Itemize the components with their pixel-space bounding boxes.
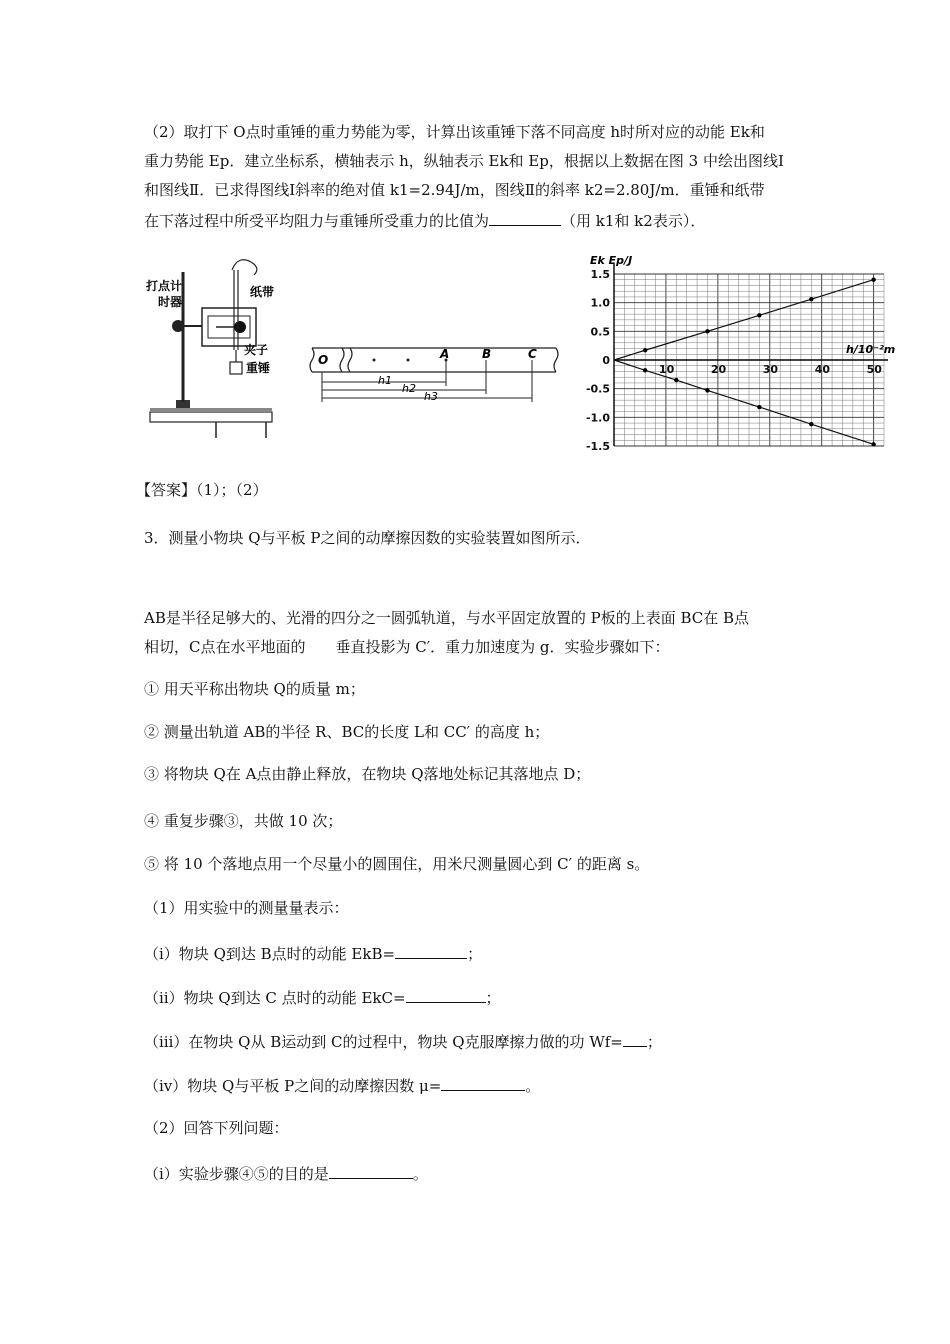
- stand-base-top: [150, 408, 272, 412]
- timer-disc: [234, 321, 246, 333]
- q3-item-iii-semi: ；: [646, 1033, 662, 1051]
- y-tick-label: 1.0: [590, 296, 610, 310]
- series-2-point: [757, 405, 761, 409]
- y-tick-label: -1.5: [585, 440, 610, 453]
- series-1-point: [643, 348, 647, 352]
- q3-sub-1: （1）用实验中的测量量表示：: [144, 899, 349, 917]
- chart-xlabel: h/10⁻²m: [846, 343, 896, 356]
- x-tick-label: 30: [762, 363, 779, 376]
- q3-item-ii-text: （ⅱ）物块 Q到达 C 点时的动能 EkC=: [144, 989, 406, 1007]
- stand-base: [150, 412, 272, 422]
- tape-label: 纸带: [250, 285, 275, 299]
- q3-item-iii: [144, 1030, 662, 1052]
- chart-ylabel: Ek Ep/J: [590, 254, 633, 267]
- q3-item-iii-text: （ⅲ）在物块 Q从 B运动到 C的过程中，物块 Q克服摩擦力做的功 Wf=: [144, 1033, 623, 1051]
- y-tick-label: 0: [602, 354, 610, 367]
- energy-height-chart: [578, 252, 904, 454]
- answer-blank-ekb[interactable]: [395, 942, 467, 959]
- part2-line-4-text: 在下落过程中所受平均阻力与重锤所受重力的比值为: [144, 212, 490, 230]
- y-tick-label: 0.5: [590, 325, 610, 339]
- h3-label: h3: [424, 390, 438, 403]
- series-2-point: [809, 422, 813, 426]
- q3-step-1: ① 用天平称出物块 Q的质量 m；: [144, 680, 365, 698]
- q3-sub-2: （2）回答下列问题：: [144, 1119, 289, 1137]
- series-1-point: [809, 297, 813, 301]
- hand-icon: [232, 260, 257, 275]
- q3-desc-2: 相切，C点在水平地面的 垂直投影为 C′．重力加速度为 g．实验步骤如下：: [144, 638, 670, 656]
- part2-line-1: （2）取打下 O点时重锤的重力势能为零，计算出该重锤下落不同高度 h时所对应的动能 Ek和: [144, 123, 765, 141]
- x-tick-label: 10: [658, 363, 675, 376]
- series-1-point: [705, 329, 709, 333]
- q3-item-i2: [144, 1162, 428, 1184]
- apparatus-figure: [146, 250, 276, 440]
- tape-point-a: A: [440, 347, 450, 361]
- q3-item-i: [144, 942, 482, 964]
- q3-item-iv: [144, 1074, 540, 1096]
- h2-label: h2: [402, 382, 416, 395]
- q3-item-i2-period: 。: [412, 1165, 428, 1183]
- series-2-point: [705, 388, 709, 392]
- series-line-2: [614, 360, 874, 444]
- clamp-knob: [172, 320, 184, 332]
- q3-step-4: ④ 重复步骤③，共做 10 次；: [144, 812, 343, 830]
- x-tick-label: 40: [814, 363, 831, 376]
- h1-label: h1: [378, 374, 392, 387]
- timer-label-1: 打点计: [146, 279, 183, 293]
- series-1-point: [871, 278, 875, 282]
- q3-item-ii-semi: ；: [485, 989, 501, 1007]
- y-tick-label: 1.5: [590, 268, 610, 281]
- answer-line: 【答案】（1）；（2）: [136, 481, 268, 499]
- y-tick-label: -1.0: [585, 411, 610, 425]
- x-tick-label: 50: [866, 363, 882, 376]
- part2-line-3: 和图线Ⅱ．已求得图线Ⅰ斜率的绝对值 k1=2.94J/m，图线Ⅱ的斜率 k2=2.80J/m．重锤和纸带: [144, 181, 765, 199]
- clip-label: 夹子: [244, 343, 269, 357]
- q3-item-ii: [144, 986, 501, 1008]
- tape-point-c: C: [528, 347, 537, 361]
- timer-label-2: 时器: [158, 295, 183, 309]
- series-2-point: [871, 442, 875, 446]
- answer-blank-ratio[interactable]: [489, 209, 561, 226]
- answer-blank-wf[interactable]: [623, 1030, 647, 1047]
- answer-blank-purpose[interactable]: [329, 1162, 413, 1179]
- q3-step-5: ⑤ 将 10 个落地点用一个尽量小的圆围住，用米尺测量圆心到 C′ 的距离 s。: [144, 855, 650, 873]
- x-tick-label: 20: [710, 363, 727, 376]
- series-2-point: [674, 378, 678, 382]
- q3-item-i-semi: ；: [467, 945, 483, 963]
- weight-block: [230, 362, 242, 374]
- q3-title: 3．测量小物块 Q与平板 P之间的动摩擦因数的实验装置如图所示．: [144, 529, 591, 547]
- part2-line-2: 重力势能 Ep．建立坐标系，横轴表示 h，纵轴表示 Ek和 Ep，根据以上数据在图 3 中绘出图线Ⅰ: [144, 152, 784, 170]
- q3-step-2: ② 测量出轨道 AB的半径 R、BC的长度 L和 CC′ 的高度 h；: [144, 723, 550, 741]
- tape-point-b: B: [482, 347, 492, 361]
- y-tick-label: -0.5: [585, 382, 610, 396]
- series-2-point: [643, 368, 647, 372]
- part2-line-4: [144, 209, 705, 231]
- series-1-point: [757, 313, 761, 317]
- answer-blank-ekc[interactable]: [406, 986, 486, 1003]
- answer-blank-mu[interactable]: [441, 1074, 525, 1091]
- q3-item-i2-text: （ⅰ）实验步骤④⑤的目的是: [144, 1165, 329, 1183]
- q3-item-iv-period: 。: [525, 1077, 541, 1095]
- q3-item-iv-text: （ⅳ）物块 Q与平板 P之间的动摩擦因数 μ=: [144, 1077, 442, 1095]
- tape-point-o: O: [318, 353, 329, 367]
- q3-desc-1: AB是半径足够大的、光滑的四分之一圆弧轨道，与水平固定放置的 P板的上表面 BC在 B点: [144, 609, 750, 627]
- q3-step-3: ③ 将物块 Q在 A点由静止释放，在物块 Q落地处标记其落地点 D；: [144, 765, 591, 783]
- tape-figure: [306, 340, 562, 410]
- weight-label: 重锤: [246, 361, 271, 375]
- q3-item-i-text: （ⅰ）物块 Q到达 B点时的动能 EkB=: [144, 945, 396, 963]
- part2-line-4-tail: （用 k1和 k2表示）．: [561, 212, 706, 230]
